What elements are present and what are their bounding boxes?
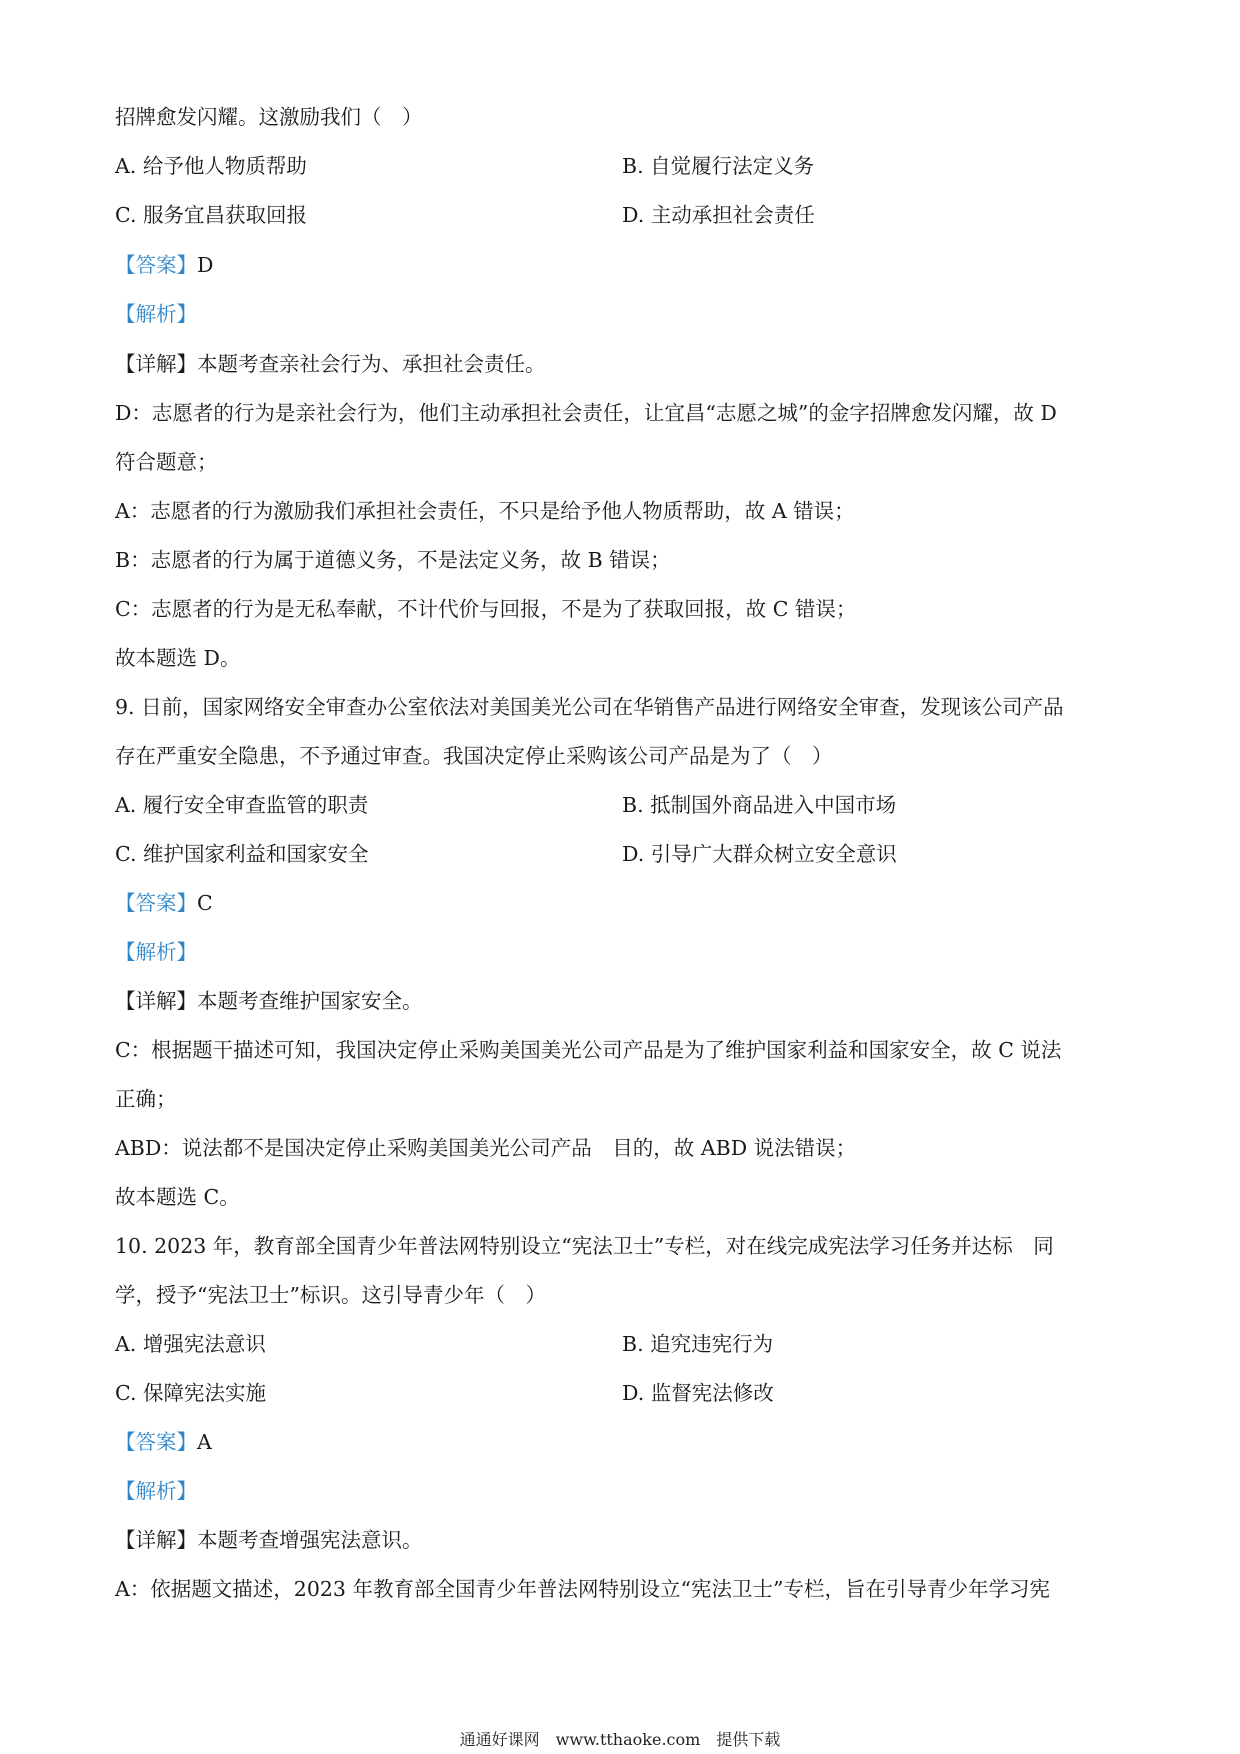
question-9-stem: 9. 日前，国家网络安全审查办公室依法对美国美光公司在华销售产品进行网络安全审查，发现该公司产品 [115,695,1064,719]
q9-explanation-abd: ABD：说法都不是国决定停止采购美国美光公司产品 目的，故 ABD 说法错误； [115,1136,857,1160]
q10-answer [115,1428,212,1456]
q8-explanation-d-cont: 符合题意； [115,450,218,474]
answer-label: 【答案】 [115,253,197,277]
q8-option-a: A. 给予他人物质帮助 [115,154,307,178]
q8-option-c: C. 服务宜昌获取回报 [115,203,307,227]
q8-explanation-d: D：志愿者的行为是亲社会行为，他们主动承担社会责任，让宜昌“志愿之城”的金字招牌愈发闪耀，故 D [115,401,1057,425]
detail-label: 【详解】 [115,352,197,376]
q8-option-d: D. 主动承担社会责任 [622,203,815,227]
question-10-stem-cont: 学，授予“宪法卫士”标识。这引导青少年（ ） [115,1283,546,1307]
q9-option-a: A. 履行安全审查监管的职责 [115,793,369,817]
q8-answer [115,251,213,279]
q9-answer [115,889,213,917]
q9-analysis-label: 【解析】 [115,940,197,964]
question-8-stem-tail: 招牌愈发闪耀。这激励我们（ ） [115,105,423,129]
q10-option-c: C. 保障宪法实施 [115,1381,266,1405]
q8-analysis-label: 【解析】 [115,302,197,326]
question-9-stem-cont: 存在严重安全隐患，不予通过审查。我国决定停止采购该公司产品是为了（ ） [115,744,833,768]
q9-option-c: C. 维护国家利益和国家安全 [115,842,369,866]
answer-value: C [197,891,213,915]
detail-text: 本题考查增强宪法意识。 [197,1528,423,1552]
q9-conclusion: 故本题选 C。 [115,1185,240,1209]
detail-text: 本题考查亲社会行为、承担社会责任。 [197,352,546,376]
answer-value: A [197,1430,212,1454]
q9-detail [115,987,423,1015]
q9-explanation-c-cont: 正确； [115,1087,177,1111]
q9-explanation-c: C：根据题干描述可知，我国决定停止采购美国美光公司产品是为了维护国家利益和国家安全，故 C 说法 [115,1038,1062,1062]
q9-option-d: D. 引导广大群众树立安全意识 [622,842,897,866]
detail-label: 【详解】 [115,1528,197,1552]
detail-text: 本题考查维护国家安全。 [197,989,423,1013]
q10-option-d: D. 监督宪法修改 [622,1381,774,1405]
q8-option-b: B. 自觉履行法定义务 [622,154,815,178]
q10-option-a: A. 增强宪法意识 [115,1332,266,1356]
q8-explanation-c: C：志愿者的行为是无私奉献，不计代价与回报，不是为了获取回报，故 C 错误； [115,597,857,621]
page-footer: 通通好课网 www.tthaoke.com 提供下载 [459,1730,781,1749]
detail-label: 【详解】 [115,989,197,1013]
q10-explanation-a: A：依据题文描述，2023 年教育部全国青少年普法网特别设立“宪法卫士”专栏，旨在引导青少年学习宪 [115,1577,1050,1601]
answer-value: D [197,253,214,277]
q8-conclusion: 故本题选 D。 [115,646,241,670]
q8-detail [115,350,546,378]
q8-explanation-b: B：志愿者的行为属于道德义务，不是法定义务，故 B 错误； [115,548,671,572]
q10-detail [115,1526,423,1554]
q10-option-b: B. 追究违宪行为 [622,1332,774,1356]
question-10-stem: 10. 2023 年，教育部全国青少年普法网特别设立“宪法卫士”专栏，对在线完成宪法学习任务并达标 同 [115,1234,1054,1258]
q9-option-b: B. 抵制国外商品进入中国市场 [622,793,897,817]
q8-explanation-a: A：志愿者的行为激励我们承担社会责任，不只是给予他人物质帮助，故 A 错误； [115,499,855,523]
q10-analysis-label: 【解析】 [115,1479,197,1503]
answer-label: 【答案】 [115,1430,197,1454]
answer-label: 【答案】 [115,891,197,915]
